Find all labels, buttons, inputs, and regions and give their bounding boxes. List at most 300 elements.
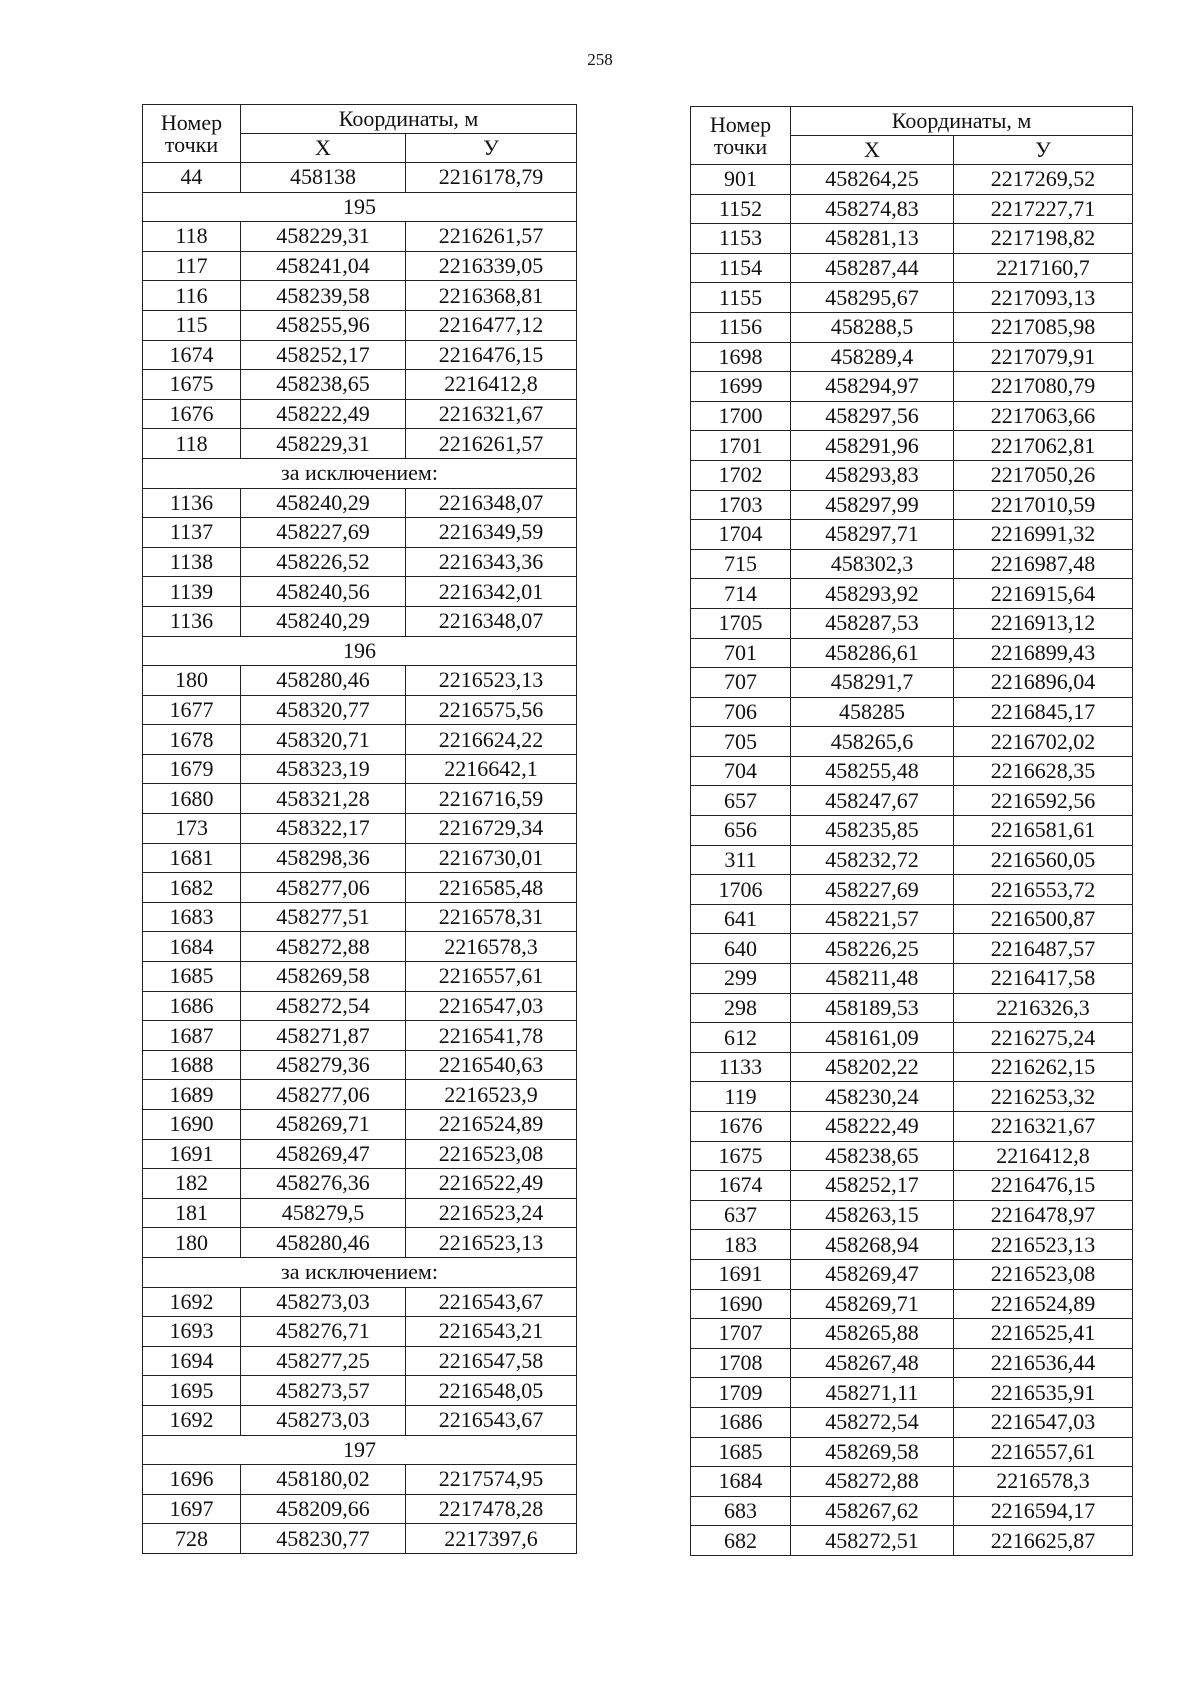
point-number-cell: 118 bbox=[143, 222, 241, 252]
table-row bbox=[691, 431, 1133, 461]
y-coordinate-cell: 2217093,13 bbox=[954, 283, 1133, 313]
x-coordinate-cell: 458279,36 bbox=[241, 1050, 406, 1080]
table-row bbox=[691, 194, 1133, 224]
y-coordinate-cell: 2216523,24 bbox=[406, 1198, 577, 1228]
point-number-cell: 1701 bbox=[691, 431, 791, 461]
section-label: 195 bbox=[143, 192, 577, 222]
x-coordinate-cell: 458302,3 bbox=[791, 549, 954, 579]
table-row bbox=[143, 695, 577, 725]
x-coordinate-cell: 458138 bbox=[241, 163, 406, 193]
point-number-cell: 1136 bbox=[143, 488, 241, 518]
point-number-cell: 1702 bbox=[691, 460, 791, 490]
point-number-cell: 656 bbox=[691, 816, 791, 846]
table-row bbox=[143, 991, 577, 1021]
point-number-cell: 1699 bbox=[691, 372, 791, 402]
x-coordinate-cell: 458269,71 bbox=[791, 1289, 954, 1319]
y-coordinate-cell: 2216543,21 bbox=[406, 1317, 577, 1347]
table-row bbox=[691, 845, 1133, 875]
point-number-cell: 1138 bbox=[143, 547, 241, 577]
x-coordinate-cell: 458222,49 bbox=[241, 399, 406, 429]
x-coordinate-cell: 458247,67 bbox=[791, 786, 954, 816]
point-number-cell: 637 bbox=[691, 1200, 791, 1230]
point-number-cell: 1152 bbox=[691, 194, 791, 224]
table-row bbox=[143, 488, 577, 518]
y-coordinate-cell: 2216729,34 bbox=[406, 814, 577, 844]
table-row bbox=[143, 1405, 577, 1435]
point-number-cell: 1675 bbox=[691, 1141, 791, 1171]
y-coordinate-cell: 2216412,8 bbox=[406, 370, 577, 400]
table-row bbox=[143, 666, 577, 696]
section-label: за исключением: bbox=[143, 458, 577, 488]
y-coordinate-cell: 2217079,91 bbox=[954, 342, 1133, 372]
y-coordinate-cell: 2217227,71 bbox=[954, 194, 1133, 224]
point-number-header bbox=[691, 107, 791, 165]
point-number-cell: 1692 bbox=[143, 1287, 241, 1317]
point-number-cell: 704 bbox=[691, 756, 791, 786]
point-number-header-line1: Номер bbox=[160, 109, 223, 135]
table-row bbox=[143, 310, 577, 340]
point-number-cell: 1683 bbox=[143, 902, 241, 932]
table-row bbox=[691, 224, 1133, 254]
x-coordinate-cell: 458291,7 bbox=[791, 668, 954, 698]
x-coordinate-cell: 458255,96 bbox=[241, 310, 406, 340]
table-row bbox=[691, 1467, 1133, 1497]
y-coordinate-cell: 2216275,24 bbox=[954, 1023, 1133, 1053]
x-coordinate-cell: 458272,54 bbox=[241, 991, 406, 1021]
y-coordinate-cell: 2216730,01 bbox=[406, 843, 577, 873]
table-row bbox=[691, 490, 1133, 520]
table-row bbox=[143, 1376, 577, 1406]
x-coordinate-cell: 458241,04 bbox=[241, 251, 406, 281]
point-number-cell: 1707 bbox=[691, 1319, 791, 1349]
section-row bbox=[143, 192, 577, 222]
table-row bbox=[691, 1141, 1133, 1171]
table-row bbox=[691, 1526, 1133, 1556]
page-number: 258 bbox=[587, 50, 613, 69]
y-coordinate-cell: 2217050,26 bbox=[954, 460, 1133, 490]
y-coordinate-cell: 2216987,48 bbox=[954, 549, 1133, 579]
x-coordinate-cell: 458323,19 bbox=[241, 754, 406, 784]
x-coordinate-cell: 458287,53 bbox=[791, 608, 954, 638]
coordinates-header: Координаты, м bbox=[791, 107, 1133, 136]
table-row bbox=[691, 934, 1133, 964]
table-row bbox=[143, 1050, 577, 1080]
x-coordinate-cell: 458229,31 bbox=[241, 429, 406, 459]
table-row bbox=[143, 281, 577, 311]
x-coordinate-cell: 458238,65 bbox=[791, 1141, 954, 1171]
x-coordinate-cell: 458321,28 bbox=[241, 784, 406, 814]
y-coordinate-cell: 2216625,87 bbox=[954, 1526, 1133, 1556]
point-number-cell: 1694 bbox=[143, 1346, 241, 1376]
y-coordinate-cell: 2216845,17 bbox=[954, 697, 1133, 727]
point-number-cell: 1698 bbox=[691, 342, 791, 372]
point-number-cell: 182 bbox=[143, 1169, 241, 1199]
x-coordinate-cell: 458230,77 bbox=[241, 1524, 406, 1554]
point-number-cell: 1686 bbox=[691, 1407, 791, 1437]
x-coordinate-cell: 458276,71 bbox=[241, 1317, 406, 1347]
table-row bbox=[691, 520, 1133, 550]
y-coordinate-cell: 2216412,8 bbox=[954, 1141, 1133, 1171]
y-coordinate-cell: 2216348,07 bbox=[406, 488, 577, 518]
point-number-cell: 1678 bbox=[143, 725, 241, 755]
y-coordinate-cell: 2216578,31 bbox=[406, 902, 577, 932]
y-coordinate-cell: 2216991,32 bbox=[954, 520, 1133, 550]
y-coordinate-cell: 2216716,59 bbox=[406, 784, 577, 814]
table-row bbox=[143, 1139, 577, 1169]
y-coordinate-cell: 2216523,9 bbox=[406, 1080, 577, 1110]
coordinates-table-left bbox=[142, 104, 577, 1554]
point-number-cell: 1677 bbox=[143, 695, 241, 725]
point-number-cell: 1156 bbox=[691, 312, 791, 342]
point-number-cell: 707 bbox=[691, 668, 791, 698]
point-number-cell: 1708 bbox=[691, 1348, 791, 1378]
table-row bbox=[691, 283, 1133, 313]
x-coordinate-cell: 458277,06 bbox=[241, 1080, 406, 1110]
point-number-cell: 1674 bbox=[691, 1171, 791, 1201]
y-coordinate-cell: 2216487,57 bbox=[954, 934, 1133, 964]
table-row bbox=[143, 222, 577, 252]
point-number-cell: 1690 bbox=[143, 1110, 241, 1140]
x-coordinate-cell: 458272,54 bbox=[791, 1407, 954, 1437]
y-coordinate-cell: 2216524,89 bbox=[954, 1289, 1133, 1319]
point-number-cell: 1704 bbox=[691, 520, 791, 550]
y-coordinate-cell: 2216476,15 bbox=[954, 1171, 1133, 1201]
y-coordinate-cell: 2216543,67 bbox=[406, 1405, 577, 1435]
table-row bbox=[143, 962, 577, 992]
y-coordinate-cell: 2216477,12 bbox=[406, 310, 577, 340]
x-coordinate-cell: 458269,47 bbox=[241, 1139, 406, 1169]
table-row bbox=[691, 875, 1133, 905]
x-coordinate-cell: 458265,6 bbox=[791, 727, 954, 757]
y-coordinate-cell: 2216594,17 bbox=[954, 1496, 1133, 1526]
y-coordinate-cell: 2216624,22 bbox=[406, 725, 577, 755]
y-coordinate-cell: 2216478,97 bbox=[954, 1200, 1133, 1230]
point-number-cell: 119 bbox=[691, 1082, 791, 1112]
table-row bbox=[691, 993, 1133, 1023]
point-number-cell: 1676 bbox=[691, 1112, 791, 1142]
x-coordinate-cell: 458161,09 bbox=[791, 1023, 954, 1053]
point-number-cell: 1684 bbox=[691, 1467, 791, 1497]
x-coordinate-cell: 458202,22 bbox=[791, 1052, 954, 1082]
y-coordinate-cell: 2216540,63 bbox=[406, 1050, 577, 1080]
table-row bbox=[143, 1317, 577, 1347]
table-row bbox=[691, 1200, 1133, 1230]
table-row bbox=[691, 697, 1133, 727]
point-number-cell: 183 bbox=[691, 1230, 791, 1260]
point-number-cell: 311 bbox=[691, 845, 791, 875]
coordinates-table-right bbox=[690, 106, 1133, 1556]
y-coordinate-cell: 2216642,1 bbox=[406, 754, 577, 784]
table-row bbox=[691, 342, 1133, 372]
x-coordinate-cell: 458264,25 bbox=[791, 165, 954, 195]
x-coordinate-cell: 458285 bbox=[791, 697, 954, 727]
point-number-cell: 180 bbox=[143, 666, 241, 696]
point-number-cell: 1675 bbox=[143, 370, 241, 400]
table-row bbox=[143, 1080, 577, 1110]
point-number-cell: 1709 bbox=[691, 1378, 791, 1408]
x-coordinate-cell: 458322,17 bbox=[241, 814, 406, 844]
table-row bbox=[691, 1023, 1133, 1053]
y-coordinate-cell: 2216178,79 bbox=[406, 163, 577, 193]
y-coordinate-cell: 2216578,3 bbox=[406, 932, 577, 962]
table-row bbox=[691, 579, 1133, 609]
point-number-cell: 1136 bbox=[143, 606, 241, 636]
y-coordinate-cell: 2217478,28 bbox=[406, 1494, 577, 1524]
x-coordinate-cell: 458273,57 bbox=[241, 1376, 406, 1406]
point-number-cell: 641 bbox=[691, 904, 791, 934]
x-coordinate-cell: 458211,48 bbox=[791, 964, 954, 994]
x-coordinate-cell: 458297,71 bbox=[791, 520, 954, 550]
y-coordinate-cell: 2216547,03 bbox=[954, 1407, 1133, 1437]
point-number-cell: 1155 bbox=[691, 283, 791, 313]
point-number-cell: 1688 bbox=[143, 1050, 241, 1080]
point-number-cell: 728 bbox=[143, 1524, 241, 1554]
point-number-cell: 1686 bbox=[143, 991, 241, 1021]
table-row bbox=[691, 1082, 1133, 1112]
table-row bbox=[691, 668, 1133, 698]
x-header: X bbox=[241, 134, 406, 163]
table-row bbox=[691, 165, 1133, 195]
table-row bbox=[691, 1112, 1133, 1142]
y-coordinate-cell: 2216368,81 bbox=[406, 281, 577, 311]
y-coordinate-cell: 2216628,35 bbox=[954, 756, 1133, 786]
point-number-cell: 1137 bbox=[143, 518, 241, 548]
section-row bbox=[143, 1257, 577, 1287]
x-coordinate-cell: 458269,71 bbox=[241, 1110, 406, 1140]
point-number-cell: 1703 bbox=[691, 490, 791, 520]
y-coordinate-cell: 2216342,01 bbox=[406, 577, 577, 607]
x-coordinate-cell: 458298,36 bbox=[241, 843, 406, 873]
x-coordinate-cell: 458274,83 bbox=[791, 194, 954, 224]
point-number-cell: 180 bbox=[143, 1228, 241, 1258]
point-number-cell: 1697 bbox=[143, 1494, 241, 1524]
x-coordinate-cell: 458286,61 bbox=[791, 638, 954, 668]
point-number-cell: 1691 bbox=[691, 1259, 791, 1289]
y-coordinate-cell: 2216913,12 bbox=[954, 608, 1133, 638]
x-coordinate-cell: 458232,72 bbox=[791, 845, 954, 875]
point-number-cell: 714 bbox=[691, 579, 791, 609]
table-row bbox=[143, 163, 577, 193]
y-coordinate-cell: 2217063,66 bbox=[954, 401, 1133, 431]
x-coordinate-cell: 458269,58 bbox=[241, 962, 406, 992]
point-number-cell: 1690 bbox=[691, 1289, 791, 1319]
x-coordinate-cell: 458294,97 bbox=[791, 372, 954, 402]
table-row bbox=[691, 727, 1133, 757]
x-coordinate-cell: 458280,46 bbox=[241, 1228, 406, 1258]
point-number-cell: 1692 bbox=[143, 1405, 241, 1435]
table-row bbox=[691, 549, 1133, 579]
y-coordinate-cell: 2216896,04 bbox=[954, 668, 1133, 698]
x-coordinate-cell: 458263,15 bbox=[791, 1200, 954, 1230]
x-coordinate-cell: 458189,53 bbox=[791, 993, 954, 1023]
point-number-cell: 1705 bbox=[691, 608, 791, 638]
point-number-cell: 682 bbox=[691, 1526, 791, 1556]
point-number-cell: 1685 bbox=[143, 962, 241, 992]
table-row bbox=[691, 1230, 1133, 1260]
x-coordinate-cell: 458289,4 bbox=[791, 342, 954, 372]
y-coordinate-cell: 2216261,57 bbox=[406, 222, 577, 252]
table-row bbox=[143, 1228, 577, 1258]
point-number-cell: 1133 bbox=[691, 1052, 791, 1082]
y-coordinate-cell: 2216261,57 bbox=[406, 429, 577, 459]
table-row bbox=[143, 843, 577, 873]
y-coordinate-cell: 2216541,78 bbox=[406, 1021, 577, 1051]
point-number-cell: 1676 bbox=[143, 399, 241, 429]
x-coordinate-cell: 458273,03 bbox=[241, 1287, 406, 1317]
table-row bbox=[691, 1407, 1133, 1437]
table-row bbox=[143, 577, 577, 607]
table-row bbox=[143, 251, 577, 281]
point-number-cell: 298 bbox=[691, 993, 791, 1023]
x-coordinate-cell: 458222,49 bbox=[791, 1112, 954, 1142]
table-row bbox=[691, 460, 1133, 490]
y-coordinate-cell: 2216535,91 bbox=[954, 1378, 1133, 1408]
y-coordinate-cell: 2216321,67 bbox=[406, 399, 577, 429]
x-coordinate-cell: 458287,44 bbox=[791, 253, 954, 283]
point-number-cell: 1695 bbox=[143, 1376, 241, 1406]
y-coordinate-cell: 2217269,52 bbox=[954, 165, 1133, 195]
table-row bbox=[691, 904, 1133, 934]
point-number-cell: 901 bbox=[691, 165, 791, 195]
x-coordinate-cell: 458291,96 bbox=[791, 431, 954, 461]
y-coordinate-cell: 2216348,07 bbox=[406, 606, 577, 636]
y-coordinate-cell: 2216326,3 bbox=[954, 993, 1133, 1023]
y-coordinate-cell: 2217010,59 bbox=[954, 490, 1133, 520]
point-number-cell: 715 bbox=[691, 549, 791, 579]
table-row bbox=[143, 784, 577, 814]
table-row bbox=[143, 429, 577, 459]
x-coordinate-cell: 458239,58 bbox=[241, 281, 406, 311]
y-coordinate-cell: 2216536,44 bbox=[954, 1348, 1133, 1378]
point-number-cell: 1684 bbox=[143, 932, 241, 962]
x-coordinate-cell: 458240,29 bbox=[241, 606, 406, 636]
y-coordinate-cell: 2216899,43 bbox=[954, 638, 1133, 668]
y-coordinate-cell: 2216557,61 bbox=[954, 1437, 1133, 1467]
x-coordinate-cell: 458238,65 bbox=[241, 370, 406, 400]
x-coordinate-cell: 458252,17 bbox=[791, 1171, 954, 1201]
table-row bbox=[143, 1524, 577, 1554]
y-coordinate-cell: 2216523,13 bbox=[406, 666, 577, 696]
x-coordinate-cell: 458297,99 bbox=[791, 490, 954, 520]
x-header: X bbox=[791, 136, 954, 165]
x-coordinate-cell: 458320,71 bbox=[241, 725, 406, 755]
table-row bbox=[143, 1110, 577, 1140]
table-row bbox=[143, 1494, 577, 1524]
section-row bbox=[143, 458, 577, 488]
x-coordinate-cell: 458273,03 bbox=[241, 1405, 406, 1435]
x-coordinate-cell: 458209,66 bbox=[241, 1494, 406, 1524]
table-row bbox=[143, 547, 577, 577]
y-coordinate-cell: 2216581,61 bbox=[954, 816, 1133, 846]
point-number-cell: 1689 bbox=[143, 1080, 241, 1110]
y-coordinate-cell: 2216575,56 bbox=[406, 695, 577, 725]
x-coordinate-cell: 458240,56 bbox=[241, 577, 406, 607]
point-number-cell: 1693 bbox=[143, 1317, 241, 1347]
point-number-cell: 181 bbox=[143, 1198, 241, 1228]
section-label: 197 bbox=[143, 1435, 577, 1465]
point-number-cell: 117 bbox=[143, 251, 241, 281]
coordinates-header: Координаты, м bbox=[241, 105, 577, 134]
table-row bbox=[143, 902, 577, 932]
x-coordinate-cell: 458277,25 bbox=[241, 1346, 406, 1376]
x-coordinate-cell: 458293,83 bbox=[791, 460, 954, 490]
table-row bbox=[143, 1287, 577, 1317]
y-coordinate-cell: 2216547,58 bbox=[406, 1346, 577, 1376]
y-coordinate-cell: 2216585,48 bbox=[406, 873, 577, 903]
x-coordinate-cell: 458226,52 bbox=[241, 547, 406, 577]
x-coordinate-cell: 458230,24 bbox=[791, 1082, 954, 1112]
y-coordinate-cell: 2216523,08 bbox=[954, 1259, 1133, 1289]
table-row bbox=[143, 873, 577, 903]
table-row bbox=[143, 1465, 577, 1495]
y-coordinate-cell: 2217198,82 bbox=[954, 224, 1133, 254]
point-number-cell: 1680 bbox=[143, 784, 241, 814]
y-coordinate-cell: 2216476,15 bbox=[406, 340, 577, 370]
table-row bbox=[691, 786, 1133, 816]
y-coordinate-cell: 2217574,95 bbox=[406, 1465, 577, 1495]
point-number-cell: 1687 bbox=[143, 1021, 241, 1051]
y-coordinate-cell: 2216523,08 bbox=[406, 1139, 577, 1169]
point-number-cell: 118 bbox=[143, 429, 241, 459]
y-coordinate-cell: 2217160,7 bbox=[954, 253, 1133, 283]
y-coordinate-cell: 2216702,02 bbox=[954, 727, 1133, 757]
table-row bbox=[691, 608, 1133, 638]
x-coordinate-cell: 458267,62 bbox=[791, 1496, 954, 1526]
y-coordinate-cell: 2216592,56 bbox=[954, 786, 1133, 816]
x-coordinate-cell: 458252,17 bbox=[241, 340, 406, 370]
table-row bbox=[691, 1171, 1133, 1201]
x-coordinate-cell: 458277,06 bbox=[241, 873, 406, 903]
y-coordinate-cell: 2216343,36 bbox=[406, 547, 577, 577]
table-row bbox=[691, 1259, 1133, 1289]
point-number-cell: 299 bbox=[691, 964, 791, 994]
y-coordinate-cell: 2216578,3 bbox=[954, 1467, 1133, 1497]
point-number-cell: 1691 bbox=[143, 1139, 241, 1169]
x-coordinate-cell: 458272,88 bbox=[791, 1467, 954, 1497]
table-row bbox=[143, 399, 577, 429]
x-coordinate-cell: 458280,46 bbox=[241, 666, 406, 696]
table-row bbox=[691, 756, 1133, 786]
table-row bbox=[691, 253, 1133, 283]
table-row bbox=[143, 1346, 577, 1376]
y-coordinate-cell: 2216500,87 bbox=[954, 904, 1133, 934]
point-number-cell: 1674 bbox=[143, 340, 241, 370]
table-row bbox=[143, 1021, 577, 1051]
table-row bbox=[143, 606, 577, 636]
y-coordinate-cell: 2216560,05 bbox=[954, 845, 1133, 875]
point-number-cell: 701 bbox=[691, 638, 791, 668]
x-coordinate-cell: 458271,87 bbox=[241, 1021, 406, 1051]
x-coordinate-cell: 458268,94 bbox=[791, 1230, 954, 1260]
table-row bbox=[691, 1378, 1133, 1408]
point-number-header-line1: Номер bbox=[709, 111, 772, 137]
point-number-cell: 612 bbox=[691, 1023, 791, 1053]
x-coordinate-cell: 458288,5 bbox=[791, 312, 954, 342]
x-coordinate-cell: 458276,36 bbox=[241, 1169, 406, 1199]
y-coordinate-cell: 2216525,41 bbox=[954, 1319, 1133, 1349]
table-row bbox=[691, 964, 1133, 994]
table-row bbox=[143, 340, 577, 370]
table-row bbox=[691, 372, 1133, 402]
x-coordinate-cell: 458180,02 bbox=[241, 1465, 406, 1495]
table-row bbox=[691, 1052, 1133, 1082]
table-row bbox=[691, 816, 1133, 846]
x-coordinate-cell: 458269,47 bbox=[791, 1259, 954, 1289]
section-row bbox=[143, 1435, 577, 1465]
point-number-cell: 1706 bbox=[691, 875, 791, 905]
x-coordinate-cell: 458240,29 bbox=[241, 488, 406, 518]
table-row bbox=[143, 1169, 577, 1199]
